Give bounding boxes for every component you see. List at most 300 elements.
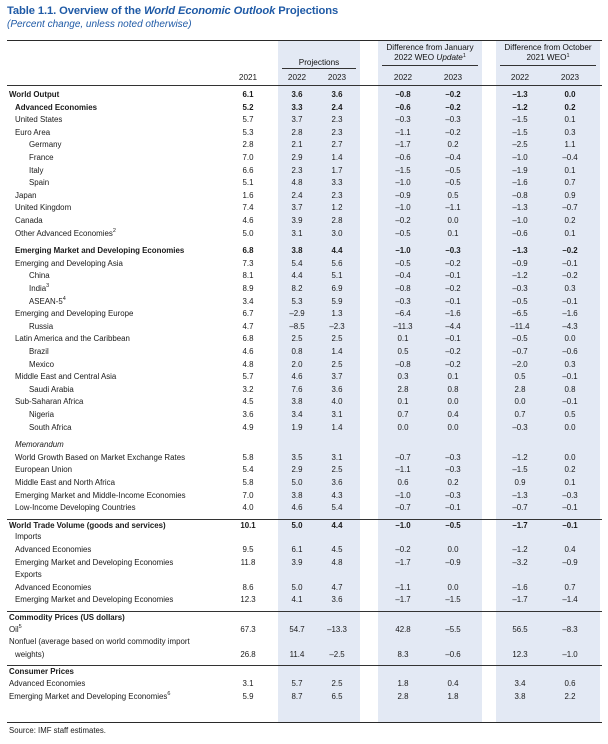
cell-value: 3.6 — [331, 595, 343, 605]
header-rule-october — [500, 65, 596, 66]
row-label: Emerging Market and Middle-Income Economies — [15, 490, 186, 500]
cell-value: 0.7 — [564, 582, 576, 592]
cell-value: 4.3 — [331, 490, 343, 500]
cell-value: 7.0 — [242, 490, 254, 500]
cell-value: 0.1 — [564, 115, 576, 125]
cell-value: 3.0 — [331, 228, 343, 238]
cell-value: –0.2 — [395, 545, 411, 554]
table-row — [7, 139, 602, 150]
cell-value: –0.1 — [445, 503, 461, 513]
cell-value: 8.2 — [291, 284, 303, 293]
cell-value: 3.3 — [291, 102, 303, 112]
cell-value: 5.4 — [242, 465, 254, 475]
table-row — [7, 678, 602, 689]
cell-value: 2.8 — [397, 691, 409, 701]
cell-value: –2.5 — [329, 649, 345, 659]
row-label: Canada — [15, 216, 43, 225]
row-label: Exports — [15, 570, 42, 580]
cell-value: 0.7 — [564, 178, 576, 188]
cell-value: –0.5 — [445, 178, 461, 188]
cell-value: 42.8 — [395, 624, 411, 634]
cell-value: 0.1 — [447, 228, 459, 238]
table-row — [7, 321, 602, 332]
row-label: Emerging Market and Developing Economies — [15, 246, 185, 256]
cell-value: 0.1 — [564, 165, 576, 175]
cell-value: 67.3 — [240, 624, 256, 634]
cell-value: 1.7 — [331, 165, 343, 175]
cell-value: –0.1 — [445, 296, 461, 306]
cell-value: 2.0 — [291, 359, 303, 369]
table-row — [7, 502, 602, 513]
cell-value: –0.5 — [445, 165, 461, 175]
cell-value: 4.8 — [331, 557, 343, 567]
cell-value: 26.8 — [240, 649, 256, 659]
cell-value: 1.4 — [331, 422, 343, 432]
cell-value: –1.0 — [395, 520, 411, 530]
cell-value: –1.7 — [395, 140, 411, 150]
source-note: Source: IMF staff estimates. — [9, 726, 106, 735]
cell-value: 2.8 — [397, 384, 409, 394]
row-label: Advanced Economies — [15, 545, 92, 554]
row-label: Mexico — [29, 359, 54, 369]
cell-value: –0.3 — [445, 465, 461, 475]
cell-value: 3.8 — [291, 490, 303, 500]
cell-value: –11.4 — [510, 321, 530, 331]
cell-value: –0.1 — [562, 372, 578, 382]
cell-value: 6.5 — [331, 691, 343, 701]
cell-value: –1.5 — [395, 165, 411, 175]
cell-value: 4.6 — [242, 347, 254, 356]
cell-value: 0.5 — [397, 347, 409, 356]
row-label: Advanced Economies — [9, 679, 86, 688]
row-label: Imports — [15, 532, 42, 542]
row-label: Russia — [29, 321, 54, 331]
cell-value: 1.1 — [564, 140, 576, 150]
cell-value: –2.3 — [329, 321, 345, 331]
cell-value: 4.5 — [242, 397, 254, 407]
cell-value: –0.2 — [445, 127, 461, 137]
cell-value: 0.4 — [447, 679, 459, 688]
cell-value: –0.5 — [395, 258, 411, 268]
table-row — [7, 557, 602, 568]
cell-value: –8.3 — [562, 624, 578, 634]
cell-value: –1.5 — [512, 115, 528, 125]
cell-value: –0.9 — [445, 557, 461, 567]
table-row — [7, 371, 602, 382]
table-row — [7, 152, 602, 163]
cell-value: –1.0 — [562, 649, 578, 659]
cell-value: 12.3 — [512, 649, 528, 659]
diff-january-header: Difference from January 2022 WEO Update$^1$ — [386, 43, 474, 62]
year-header: 2021 — [238, 73, 258, 82]
cell-value: –0.9 — [512, 258, 528, 268]
cell-value: 0.5 — [514, 372, 526, 382]
cell-value: –0.9 — [395, 190, 411, 200]
table-row — [7, 519, 602, 531]
cell-value: 3.6 — [331, 90, 343, 99]
cell-value: 5.0 — [291, 582, 303, 592]
cell-value: 4.0 — [331, 397, 343, 407]
table-row — [7, 127, 602, 138]
cell-value: 6.7 — [242, 309, 254, 319]
cell-value: –0.4 — [562, 153, 578, 162]
cell-value: 5.4 — [291, 258, 303, 268]
cell-value: –0.3 — [445, 490, 461, 500]
cell-value: –0.7 — [562, 203, 578, 213]
cell-value: 8.7 — [291, 691, 303, 701]
row-label: Middle East and Central Asia — [15, 372, 117, 382]
table-row — [7, 245, 602, 256]
row-label: Commodity Prices (US dollars) — [9, 613, 125, 622]
cell-value: –1.3 — [512, 490, 528, 500]
row-label: Memorandum — [15, 440, 64, 450]
cell-value: –1.7 — [512, 520, 528, 530]
cell-value: 0.0 — [564, 90, 576, 99]
table-row — [7, 490, 602, 501]
cell-value: 3.6 — [331, 478, 343, 487]
table-row — [7, 270, 602, 281]
cell-value: –0.2 — [445, 102, 461, 112]
cell-value: –1.0 — [395, 203, 411, 213]
row-label: Spain — [29, 178, 50, 188]
cell-value: –1.5 — [512, 465, 528, 475]
row-label: Saudi Arabia — [29, 384, 74, 394]
year-header: 2022 — [287, 73, 307, 82]
cell-value: 2.9 — [291, 465, 303, 475]
year-header: 2023 — [443, 73, 463, 82]
table-row — [7, 464, 602, 475]
cell-value: 4.6 — [291, 372, 303, 382]
cell-value: 0.7 — [514, 410, 526, 419]
table-row — [7, 165, 602, 176]
cell-value: 0.1 — [397, 397, 409, 407]
cell-value: 5.6 — [331, 258, 343, 268]
cell-value: –1.2 — [512, 102, 528, 112]
cell-value: –8.5 — [289, 321, 305, 331]
cell-value: –1.7 — [395, 595, 411, 605]
cell-value: –0.8 — [512, 190, 528, 200]
cell-value: 4.7 — [331, 582, 343, 592]
table-title: Table 1.1. Overview of the World Economic Outlook Projections — [7, 5, 339, 17]
table-row — [7, 102, 602, 113]
cell-value: 3.4 — [291, 410, 303, 419]
cell-value: 2.8 — [331, 216, 343, 225]
cell-value: –0.8 — [395, 359, 411, 369]
cell-value: –0.2 — [445, 258, 461, 268]
table-row — [7, 544, 602, 555]
cell-value: –0.9 — [562, 557, 578, 567]
cell-value: 7.3 — [242, 258, 254, 268]
cell-value: 54.7 — [289, 624, 305, 634]
table-row — [7, 422, 602, 433]
row-label: Nonfuel (average based on world commodity import — [9, 637, 190, 647]
cell-value: –0.6 — [445, 649, 461, 659]
cell-value: 7.6 — [291, 384, 303, 394]
cell-value: 0.0 — [514, 397, 526, 407]
row-label: Emerging Market and Developing Economies — [15, 557, 174, 567]
cell-value: 5.0 — [291, 478, 303, 487]
cell-value: –1.2 — [512, 452, 528, 462]
table-row — [7, 569, 602, 580]
diff-october-header: Difference from October 2021 WEO$^1$ — [504, 43, 592, 62]
cell-value: 5.1 — [331, 271, 343, 281]
table-row — [7, 636, 602, 647]
cell-value: 0.3 — [564, 127, 576, 137]
table-row — [7, 624, 602, 635]
row-label: Nigeria — [29, 410, 54, 419]
cell-value: 8.1 — [242, 271, 254, 281]
cell-value: 3.8 — [291, 397, 303, 407]
cell-value: 3.4 — [514, 679, 526, 688]
cell-value: 3.1 — [331, 410, 343, 419]
cell-value: –1.2 — [512, 545, 528, 554]
cell-value: –1.1 — [395, 127, 411, 137]
cell-value: 2.4 — [331, 102, 343, 112]
cell-value: 7.0 — [242, 153, 254, 162]
cell-value: –0.7 — [395, 452, 411, 462]
table-row — [7, 691, 602, 702]
table-row — [7, 215, 602, 226]
cell-value: 2.3 — [291, 165, 303, 175]
cell-value: –1.9 — [512, 165, 528, 175]
row-label: ASEAN-$5^4$ — [29, 295, 66, 306]
cell-value: –1.1 — [445, 203, 461, 213]
cell-value: 3.6 — [331, 384, 343, 394]
cell-value: 3.1 — [242, 679, 254, 688]
cell-value: 0.2 — [564, 216, 576, 225]
table-row — [7, 477, 602, 488]
cell-value: –4.4 — [445, 321, 461, 331]
cell-value: –0.1 — [562, 296, 578, 306]
row-label: Italy — [29, 165, 44, 175]
cell-value: 0.9 — [564, 190, 576, 200]
cell-value: 0.1 — [564, 478, 576, 487]
cell-value: 11.4 — [289, 649, 305, 659]
cell-value: 4.4 — [291, 271, 303, 281]
table-row — [7, 409, 602, 420]
cell-value: 5.8 — [242, 478, 254, 487]
cell-value: 0.2 — [447, 478, 459, 487]
cell-value: 0.3 — [397, 372, 409, 382]
cell-value: 2.8 — [242, 140, 254, 150]
cell-value: –0.3 — [445, 115, 461, 125]
row-label: Advanced Economies — [15, 102, 98, 112]
cell-value: 0.0 — [564, 422, 576, 432]
cell-value: 3.1 — [291, 228, 303, 238]
row-label: weights) — [15, 649, 45, 659]
cell-value: –1.1 — [395, 465, 411, 475]
cell-value: –0.1 — [562, 503, 578, 513]
cell-value: 1.6 — [242, 190, 254, 200]
cell-value: 0.6 — [564, 679, 576, 688]
row-label: Germany — [29, 140, 62, 150]
cell-value: –2.5 — [512, 140, 528, 150]
cell-value: –1.0 — [395, 178, 411, 188]
cell-value: –1.7 — [512, 595, 528, 605]
row-label: Consumer Prices — [9, 667, 74, 677]
cell-value: 5.7 — [242, 115, 254, 125]
cell-value: 56.5 — [512, 624, 528, 634]
cell-value: –1.0 — [512, 153, 528, 162]
cell-value: –0.3 — [512, 422, 528, 432]
row-label: Emerging and Developing Asia — [15, 258, 123, 268]
cell-value: 0.0 — [447, 422, 459, 432]
cell-value: 4.4 — [331, 520, 343, 530]
cell-value: –0.2 — [562, 271, 578, 281]
cell-value: 7.4 — [242, 203, 254, 213]
cell-value: 5.0 — [242, 228, 254, 238]
cell-value: –0.7 — [512, 503, 528, 513]
table-row — [7, 396, 602, 407]
table-row — [7, 611, 602, 623]
cell-value: –1.2 — [512, 271, 528, 281]
cell-value: 11.8 — [240, 557, 256, 567]
cell-value: 2.3 — [331, 115, 343, 125]
row-label: Advanced Economies — [15, 582, 92, 592]
year-header: 2022 — [393, 73, 413, 82]
cell-value: –0.3 — [562, 490, 578, 500]
cell-value: –3.2 — [512, 557, 528, 567]
cell-value: –0.2 — [395, 216, 411, 225]
cell-value: –4.3 — [562, 321, 578, 331]
cell-value: 0.0 — [397, 422, 409, 432]
cell-value: –0.4 — [445, 153, 461, 162]
table-row — [7, 665, 602, 677]
row-label: China — [29, 271, 50, 281]
row-label: Euro Area — [15, 127, 51, 137]
cell-value: 3.4 — [242, 296, 254, 306]
cell-value: –0.6 — [395, 102, 411, 112]
cell-value: 4.8 — [291, 178, 303, 188]
cell-value: 10.1 — [240, 520, 256, 530]
cell-value: –0.1 — [562, 258, 578, 268]
cell-value: 2.1 — [291, 140, 303, 150]
cell-value: 1.8 — [447, 691, 459, 701]
cell-value: 2.7 — [331, 140, 343, 150]
cell-value: 0.2 — [564, 102, 576, 112]
projections-header: Projections — [298, 58, 340, 67]
cell-value: 2.8 — [514, 384, 526, 394]
cell-value: 3.8 — [514, 691, 526, 701]
cell-value: 1.4 — [331, 153, 343, 162]
cell-value: –6.5 — [512, 309, 528, 319]
table-row — [7, 439, 602, 450]
row-label: World Growth Based on Market Exchange Rates — [15, 452, 186, 462]
table-row — [7, 333, 602, 344]
cell-value: 0.0 — [447, 397, 459, 407]
cell-value: 3.3 — [331, 178, 343, 188]
cell-value: 1.2 — [331, 203, 343, 213]
row-label: Oil$^5$ — [9, 623, 22, 634]
table-row — [7, 190, 602, 201]
cell-value: 5.1 — [242, 178, 254, 188]
table-subtitle: (Percent change, unless noted otherwise) — [7, 19, 192, 30]
cell-value: 0.7 — [397, 410, 409, 419]
cell-value: 0.0 — [447, 216, 459, 225]
cell-value: 2.9 — [291, 153, 303, 162]
table-row — [7, 283, 602, 294]
cell-value: –0.3 — [395, 115, 411, 125]
cell-value: 0.0 — [564, 334, 576, 344]
table-row — [7, 384, 602, 395]
cell-value: 1.9 — [291, 422, 303, 432]
cell-value: –1.3 — [512, 246, 528, 256]
cell-value: 8.3 — [397, 649, 409, 659]
cell-value: 2.4 — [291, 190, 303, 200]
cell-value: 0.5 — [564, 410, 576, 419]
cell-value: 2.5 — [331, 465, 343, 475]
cell-value: –1.7 — [395, 557, 411, 567]
cell-value: 4.8 — [242, 359, 254, 369]
cell-value: 6.1 — [242, 90, 254, 99]
cell-value: 0.0 — [564, 452, 576, 462]
cell-value: –0.1 — [445, 271, 461, 281]
table-row — [7, 359, 602, 370]
cell-value: –0.1 — [562, 520, 578, 530]
cell-value: –0.2 — [445, 284, 461, 293]
cell-value: 0.8 — [447, 384, 459, 394]
cell-value: –2.0 — [512, 359, 528, 369]
cell-value: 2.5 — [331, 334, 343, 344]
cell-value: –0.3 — [445, 452, 461, 462]
cell-value: 4.4 — [331, 246, 343, 256]
cell-value: –1.5 — [512, 127, 528, 137]
cell-value: –1.0 — [512, 216, 528, 225]
header-bottom-rule — [7, 85, 602, 86]
cell-value: 4.0 — [242, 503, 254, 513]
table-row — [7, 346, 602, 357]
cell-value: 3.6 — [242, 410, 254, 419]
table-row — [7, 452, 602, 463]
cell-value: 0.8 — [291, 347, 303, 356]
cell-value: 4.6 — [242, 216, 254, 225]
cell-value: –1.0 — [395, 490, 411, 500]
row-label: United Kingdom — [15, 203, 72, 213]
cell-value: 5.7 — [242, 372, 254, 382]
cell-value: 5.9 — [242, 691, 254, 701]
row-label: Low-Income Developing Countries — [15, 503, 136, 513]
cell-value: –1.6 — [512, 178, 528, 188]
cell-value: –0.3 — [445, 246, 461, 256]
cell-value: –1.6 — [512, 582, 528, 592]
table-row — [7, 228, 602, 239]
table-row — [7, 531, 602, 542]
header-rule-projections — [282, 68, 356, 69]
cell-value: 0.3 — [564, 284, 576, 293]
cell-value: 1.4 — [331, 347, 343, 356]
cell-value: 3.7 — [291, 203, 303, 213]
year-header: 2023 — [560, 73, 580, 82]
cell-value: –1.4 — [562, 595, 578, 605]
cell-value: –0.4 — [395, 271, 411, 281]
cell-value: 4.7 — [242, 321, 254, 331]
row-label: European Union — [15, 465, 73, 475]
cell-value: 0.1 — [564, 228, 576, 238]
row-label: France — [29, 153, 54, 162]
table-row — [7, 594, 602, 605]
cell-value: 4.6 — [291, 503, 303, 513]
cell-value: 3.2 — [242, 384, 254, 394]
cell-value: 2.3 — [331, 190, 343, 200]
cell-value: 2.8 — [291, 127, 303, 137]
cell-value: 3.1 — [331, 452, 343, 462]
cell-value: 0.0 — [447, 545, 459, 554]
header-rule-january — [382, 65, 478, 66]
cell-value: 0.9 — [514, 478, 526, 487]
cell-value: 6.8 — [242, 246, 254, 256]
cell-value: –0.1 — [562, 397, 578, 407]
cell-value: –0.3 — [395, 296, 411, 306]
